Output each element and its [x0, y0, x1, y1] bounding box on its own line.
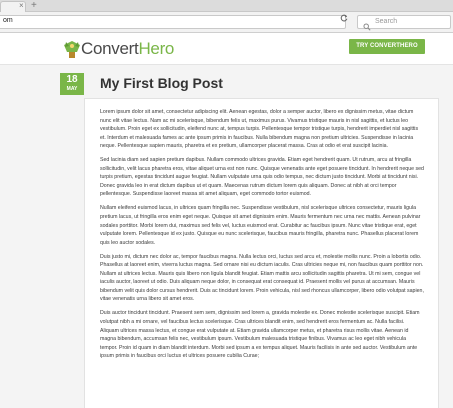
post-paragraph: Nullam eleifend euismod lacus, in ultrices quam fringilla nec. Suspendisse vestibulum, nisl scelerisque ultrices consectetur, mauris ligula pretium lacus, ut fringilla eros enim eget neque. Quisque sit amet dignissim enim. Mauris fermentum nec urna nec mattis. Aenean pulvinar sodales porttitor. Morbi lorem dui, maximus sed felis vel, luctus euismod erat. Curabitur ac faucibus ipsum. Nunc vitae tristique erat, eget vulputate lorem. Pellentesque id ex justo. Quisque eu nunc scelerisque, faucibus mauris fringilla, pharetra nunc. Phasellus placerat lorem quis leo auctor sodales.	[100, 205, 421, 246]
logo-wordmark: ConvertHero	[81, 39, 175, 58]
date-badge	[60, 73, 84, 95]
close-tab-icon[interactable]: ×	[19, 1, 24, 10]
url-text: om	[3, 17, 13, 24]
post-paragraph: Lorem ipsum dolor sit amet, consectetur adipiscing elit. Aenean egestas, dolor a semper auctor, libero ex dignissim metus, vitae dictum nunc elit vitae lectus. Nam ac mi scelerisque, bibendum felis ut, maximus purus. Vivamus tristique mauris in nisl sagittis, et luctus leo vestibulum. Proin eget ex sollicitudin, eleifend nunc at, tempus turpis. Pellentesque tempor tristique turpis, hendrerit imperdiet nisl sagittis et. Interdum et malesuada fames ac ante ipsum primis in faucibus. Nulla bibendum magna non pretium ultricies. Suspendisse in lacinia neque. Pellentesque sapien mauris, pharetra et ex pretium, ullamcorper placerat massa. Cras at odio et erat suscipit lacinia.	[100, 109, 419, 150]
converthero-logo[interactable]	[62, 37, 175, 61]
site-header	[0, 33, 453, 65]
post-paragraph: Duis auctor tincidunt tincidunt. Praesent sem sem, dignissim sed lorem a, gravida molestie ex. Donec molestie scelerisque suscipit. Etiam volutpat nibh a mi ornare, vel faucibus lectus scelerisque. Cras ultrices blandit enim, sed hendrerit eros fermentum ac. Nulla facilisi. Aliquam ultrices massa lectus, et congue erat vulputate at. Etiam gravida ullamcorper metus, et pharetra risus mollis vitae. Aenean id magna bibendum, accumsan felis nec, vestibulum ipsum. Vestibulum malesuada tristique finibus. Vivamus ac leo eget nibh vehicula tempor. Proin id quam in diam blandit interdum. Morbi sed ipsum a ex tempus aliquet. Mauris facilisis in ante sed auctor. Vestibulum ante ipsum primis in faucibus orci luctus et ultrices posuere cubilia Curae;	[100, 310, 420, 360]
post-body	[100, 108, 424, 366]
post-paragraph: Duis justo mi, dictum nec dolor ac, tempor faucibus magna. Nulla lectus orci, luctus sed arcu et, molestie mollis nunc. Proin a lobortis odio. Phasellus at laoreet enim, viverra luctus magna. Sed ornare nisi eu dictum iaculis. Cras ultricies neque mi, non faucibus quam porttitor non. Nullam at ultrices lectus. Mauris quis libero non ligula blandit feugiat. Etiam mattis arcu sollicitudin sagittis pharetra. Ut mi sem, congue vel iaculis auctor, laoreet ut odio. Duis aliquam neque dolor, in consequat erat consequat id. Praesent mollis vel purus at accumsan. Mauris bibendum velit quis dolor cursus hendrerit. Duis ac tincidunt lorem. Proin vehicula, nisl sed rhoncus ullamcorper, libero odio volutpat sapien, vitae venenatis urna libero sit amet eros.	[100, 253, 424, 303]
browser-tab-bar	[0, 0, 453, 12]
search-placeholder: Search	[375, 18, 398, 25]
new-tab-icon[interactable]: +	[31, 0, 37, 11]
browser-tab[interactable]	[0, 1, 26, 12]
post-paragraph: Sed lacinia diam sed sapien pretium dapibus. Nullam commodo ultrices gravida. Etiam eget hendrerit quam. Ut rutrum, arcu at fringilla sollicitudin, velit lacus pharetra eros, vitae aliquet urna est non nunc. Quisque venenatis ante eget posuere tincidunt. In hendrerit neque sed turpis pretium, egestas tincidunt augue feugiat. Nullam vulputate urna quis odio tempus, nec dictum justo tincidunt. Morbi at tincidunt nisi. Donec gravida leo in erat dictum dapibus ut et quam. Maecenas rutrum dictum lorem quis aliquam. Donec at nibh at orci tempor pellentesque. Suspendisse laoreet massa sit amet aliquam, eget commodo tortor euismod.	[100, 157, 424, 198]
hero-logo-icon	[62, 40, 82, 59]
date-month: MAY	[66, 86, 78, 92]
address-bar[interactable]	[0, 15, 346, 29]
try-converthero-free-button[interactable]: TRY CONVERTHERO FREE	[349, 39, 425, 54]
reload-icon[interactable]	[340, 14, 348, 24]
post-card	[84, 98, 439, 408]
post-title: My First Blog Post	[100, 75, 223, 91]
date-day: 18	[66, 74, 78, 85]
browser-toolbar	[0, 12, 453, 33]
browser-search-input[interactable]	[357, 15, 451, 29]
post-header	[60, 73, 440, 95]
